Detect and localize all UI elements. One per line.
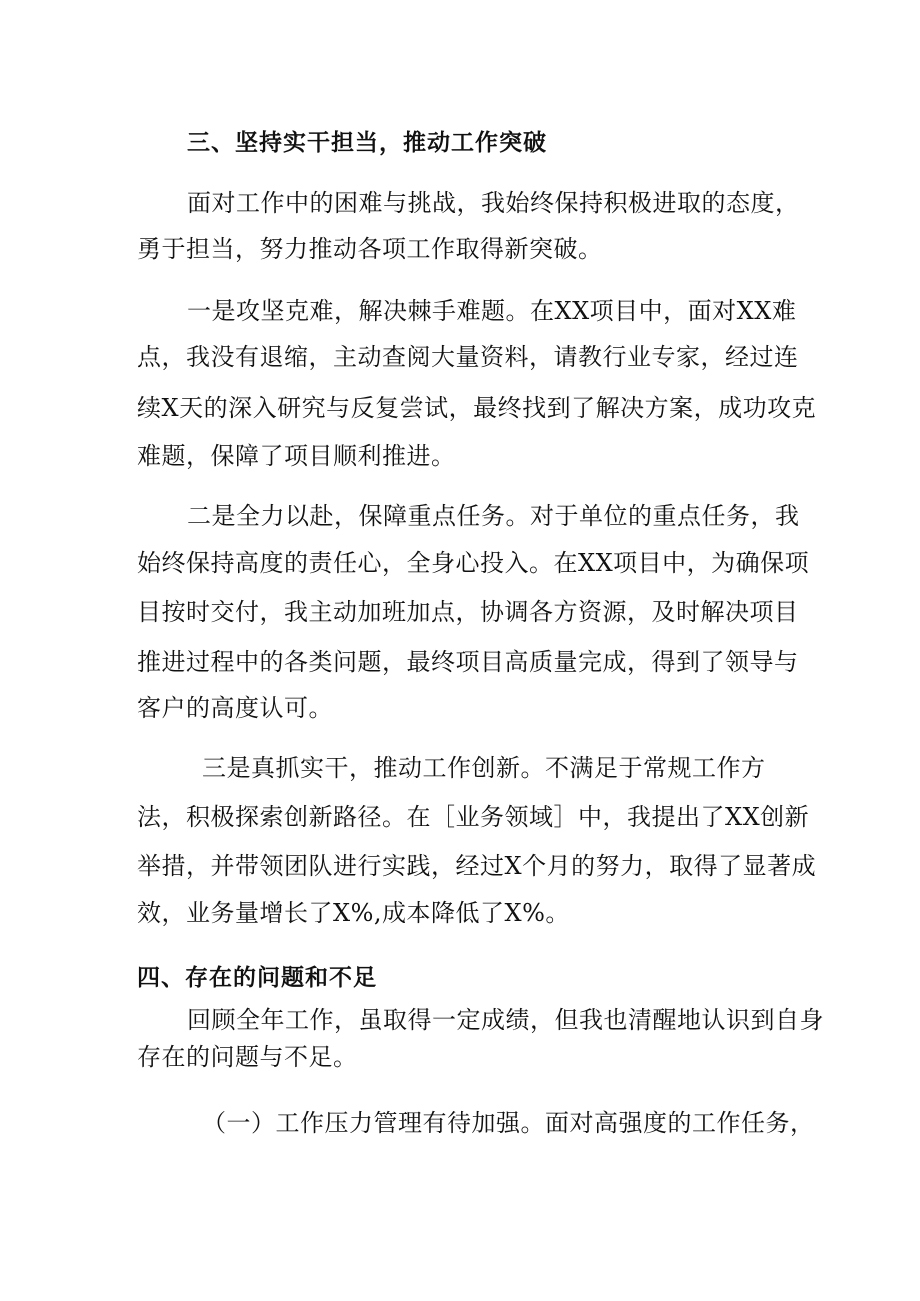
section4-item1-line-1: （一）工作压力管理有待加强。面对高强度的工作任务，: [202, 1109, 815, 1137]
point2-line-1: 二是全力以赴，保障重点任务。对于单位的重点任务，我: [187, 502, 800, 530]
point3-line-3: 举措，并带领团队进行实践，经过X个月的努力，取得了显著成: [137, 852, 817, 880]
point1-line-3: 续X天的深入研究与反复尝试，最终找到了解决方案，成功攻克: [137, 394, 817, 422]
section3-intro-line-2: 勇于担当，努力推动各项工作取得新突破。: [137, 235, 603, 263]
point1-line-2: 点，我没有退缩，主动查阅大量资料，请教行业专家，经过连: [137, 343, 799, 371]
point1-line-1: 一是攻坚克难，解决棘手难题。在XX项目中，面对XX难: [187, 297, 797, 325]
point3-line-1: 三是真抓实干，推动工作创新。不满足于常规工作方: [202, 754, 766, 782]
point1-line-4: 难题，保障了项目顺利推进。: [137, 442, 456, 470]
point2-line-5: 客户的高度认可。: [137, 694, 333, 722]
point2-line-3: 目按时交付，我主动加班加点，协调各方资源，及时解决项目: [137, 598, 799, 626]
point3-line-4: 效，业务量增长了X%,成本降低了X%。: [137, 899, 570, 927]
section-heading-4: 四、存在的问题和不足: [137, 965, 377, 991]
section4-intro-line-2: 存在的问题与不足。: [137, 1043, 358, 1071]
point2-line-2: 始终保持高度的责任心，全身心投入。在XX项目中，为确保项: [137, 549, 810, 577]
point3-line-2: 法，积极探索创新路径。在［业务领域］中，我提出了XX创新: [137, 803, 810, 831]
section-heading-3: 三、坚持实干担当，推动工作突破: [187, 130, 547, 156]
point2-line-4: 推进过程中的各类问题，最终项目高质量完成，得到了领导与: [137, 648, 799, 676]
section4-intro-line-1: 回顾全年工作，虽取得一定成绩，但我也清醒地认识到自身: [187, 1006, 824, 1034]
section3-intro-line-1: 面对工作中的困难与挑战，我始终保持积极进取的态度，: [187, 189, 800, 217]
